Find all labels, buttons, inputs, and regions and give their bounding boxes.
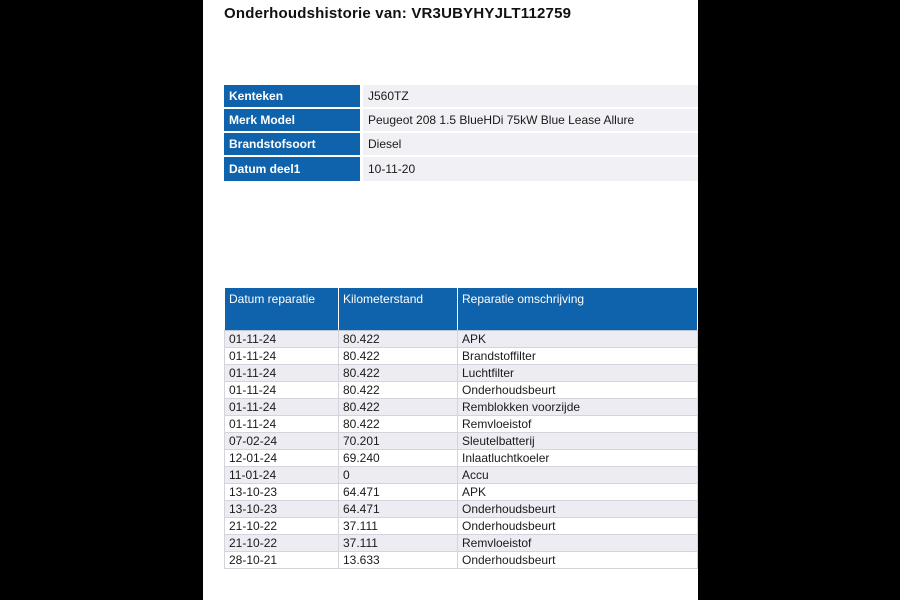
table-cell: Onderhoudsbeurt (458, 382, 698, 399)
table-cell: Onderhoudsbeurt (458, 518, 698, 535)
table-cell: 01-11-24 (225, 382, 339, 399)
table-cell: 80.422 (339, 416, 458, 433)
table-row (225, 535, 698, 552)
table-cell: Onderhoudsbeurt (458, 552, 698, 569)
table-cell: 12-01-24 (225, 450, 339, 467)
table-cell: 01-11-24 (225, 331, 339, 348)
vehicle-info-body (224, 85, 698, 181)
table-row (225, 467, 698, 484)
table-cell: 11-01-24 (225, 467, 339, 484)
repair-history-body (225, 331, 698, 569)
table-row (225, 484, 698, 501)
table-cell: Remvloeistof (458, 416, 698, 433)
column-header-kilometerstand: Kilometerstand (339, 288, 458, 331)
table-cell: 70.201 (339, 433, 458, 450)
vehicle-info-row (224, 109, 698, 133)
table-row (225, 552, 698, 569)
table-cell: 13-10-23 (225, 501, 339, 518)
table-row (225, 433, 698, 450)
vehicle-info-row (224, 85, 698, 109)
table-row (225, 501, 698, 518)
table-cell: 80.422 (339, 331, 458, 348)
table-cell: Luchtfilter (458, 365, 698, 382)
table-cell: 01-11-24 (225, 365, 339, 382)
vehicle-info-row (224, 157, 698, 181)
info-label: Datum deel1 (224, 157, 363, 181)
table-cell: 0 (339, 467, 458, 484)
table-cell: 37.111 (339, 535, 458, 552)
repair-header-row (225, 288, 698, 331)
table-cell: Inlaatluchtkoeler (458, 450, 698, 467)
column-header-reparatie-omschrijving: Reparatie omschrijving (458, 288, 698, 331)
table-cell: APK (458, 484, 698, 501)
table-row (225, 382, 698, 399)
table-row (225, 450, 698, 467)
table-row (225, 365, 698, 382)
table-row (225, 416, 698, 433)
table-row (225, 348, 698, 365)
table-row (225, 331, 698, 348)
table-cell: 07-02-24 (225, 433, 339, 450)
table-cell: 64.471 (339, 484, 458, 501)
table-cell: Sleutelbatterij (458, 433, 698, 450)
table-cell: 21-10-22 (225, 518, 339, 535)
table-cell: Onderhoudsbeurt (458, 501, 698, 518)
column-header-datum-reparatie: Datum reparatie (225, 288, 339, 331)
table-cell: 80.422 (339, 348, 458, 365)
info-value: 10-11-20 (363, 157, 698, 181)
info-label: Brandstofsoort (224, 133, 363, 157)
table-cell: Accu (458, 467, 698, 484)
table-cell: 80.422 (339, 365, 458, 382)
table-cell: 13-10-23 (225, 484, 339, 501)
table-cell: Remvloeistof (458, 535, 698, 552)
info-value: J560TZ (363, 85, 698, 109)
table-cell: 21-10-22 (225, 535, 339, 552)
table-row (225, 399, 698, 416)
table-cell: 64.471 (339, 501, 458, 518)
table-cell: 13.633 (339, 552, 458, 569)
info-value: Peugeot 208 1.5 BlueHDi 75kW Blue Lease Allure (363, 109, 698, 133)
table-cell: Brandstoffilter (458, 348, 698, 365)
table-cell: 01-11-24 (225, 399, 339, 416)
vehicle-info-row (224, 133, 698, 157)
table-cell: APK (458, 331, 698, 348)
info-label: Merk Model (224, 109, 363, 133)
document-page (203, 0, 698, 600)
vehicle-info-table (224, 85, 698, 181)
table-cell: 80.422 (339, 382, 458, 399)
info-value: Diesel (363, 133, 698, 157)
table-cell: 28-10-21 (225, 552, 339, 569)
table-cell: 69.240 (339, 450, 458, 467)
table-cell: Remblokken voorzijde (458, 399, 698, 416)
table-cell: 01-11-24 (225, 416, 339, 433)
table-cell: 80.422 (339, 399, 458, 416)
repair-history-table (224, 287, 698, 569)
table-cell: 37.111 (339, 518, 458, 535)
info-label: Kenteken (224, 85, 363, 109)
page-title: Onderhoudshistorie van: VR3UBYHYJLT112759 (224, 5, 572, 22)
table-cell: 01-11-24 (225, 348, 339, 365)
table-row (225, 518, 698, 535)
